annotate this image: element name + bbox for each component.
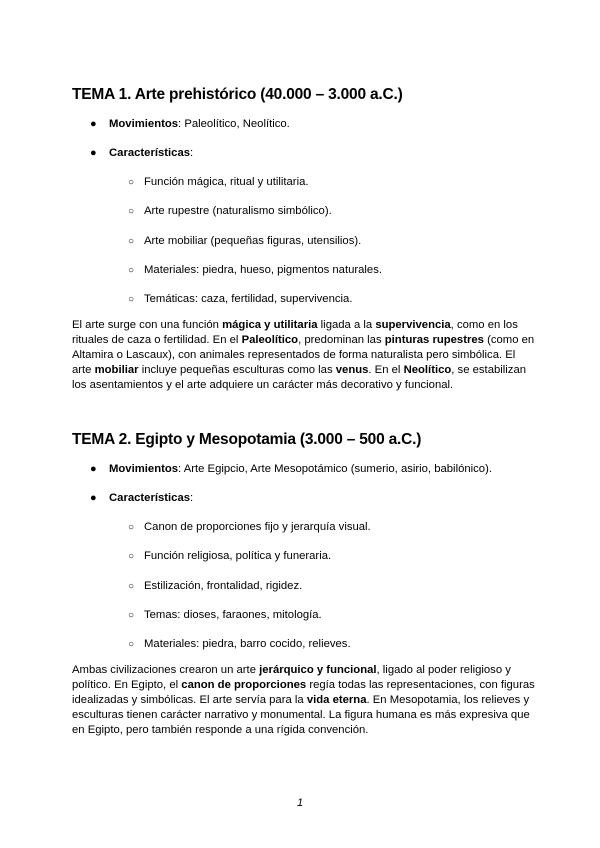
list-item-caracteristicas: ● Características: (90, 492, 194, 504)
list-item-caracteristicas: ● Características: (90, 147, 194, 159)
label-movimientos: Movimientos (109, 118, 179, 130)
section-paragraph: Ambas civilizaciones crearon un arte jerárquico y funcional, ligado al poder religioso y político. En Egipto, el canon de proporciones regía todas las representaciones, con figuras idealizadas y simbólicas. El arte servía para la vida eterna. En Mesopotamia, los relieves y esculturas tienen carácter narrativo y monumental. La figura humana es más expresiva que en Egipto, pero también responde a una rígida convención. (72, 664, 535, 737)
circle-bullet-icon: ○ (128, 236, 135, 247)
list-item-movimientos: ● Movimientos: Paleolítico, Neolítico. (90, 118, 290, 130)
section-heading: TEMA 1. Arte prehistórico (40.000 – 3.000 a.C.) (72, 86, 403, 103)
label-caracteristicas: Características (109, 147, 191, 159)
list-item-movimientos: ● Movimientos: Arte Egipcio, Arte Mesopotámico (sumerio, asirio, babilónico). (90, 463, 492, 475)
sub-list-item: ○ Función religiosa, política y funeraria. (128, 550, 332, 562)
circle-bullet-icon: ○ (128, 610, 135, 621)
circle-bullet-icon: ○ (128, 551, 135, 562)
sub-list-item: ○ Materiales: piedra, barro cocido, relieves. (128, 638, 351, 650)
circle-bullet-icon: ○ (128, 177, 135, 188)
section-heading: TEMA 2. Egipto y Mesopotamia (3.000 – 500 a.C.) (72, 431, 422, 448)
sub-list-item: ○ Materiales: piedra, hueso, pigmentos naturales. (128, 264, 382, 276)
circle-bullet-icon: ○ (128, 522, 135, 533)
label-caracteristicas: Características (109, 492, 191, 504)
section-paragraph: El arte surge con una función mágica y utilitaria ligada a la supervivencia, como en los rituales de caza o fertilidad. En el Paleolítico, predominan las pinturas rupestres (como en Altamira o Lascaux), con animales representados de forma naturalista pero simbólica. El arte mobiliar incluye pequeñas esculturas como las venus. En el Neolítico, se estabilizan los asentamientos y el arte adquiere un carácter más decorativo y funcional. (72, 319, 535, 392)
sub-list-item: ○ Canon de proporciones fijo y jerarquía visual. (128, 521, 371, 533)
sub-list-item: ○ Estilización, frontalidad, rigidez. (128, 580, 303, 592)
circle-bullet-icon: ○ (128, 265, 135, 276)
sub-list-item: ○ Temáticas: caza, fertilidad, supervivencia. (128, 293, 353, 305)
label-movimientos: Movimientos (109, 463, 179, 475)
sub-list-item: ○ Arte rupestre (naturalismo simbólico). (128, 205, 332, 217)
circle-bullet-icon: ○ (128, 206, 135, 217)
circle-bullet-icon: ○ (128, 581, 135, 592)
circle-bullet-icon: ○ (128, 639, 135, 650)
page-number: 1 (296, 797, 304, 809)
bullet-icon: ● (90, 118, 97, 130)
circle-bullet-icon: ○ (128, 294, 135, 305)
sub-list-item: ○ Arte mobiliar (pequeñas figuras, utensilios). (128, 235, 362, 247)
bullet-icon: ● (90, 147, 97, 159)
sub-list-item: ○ Función mágica, ritual y utilitaria. (128, 176, 309, 188)
bullet-icon: ● (90, 492, 97, 504)
sub-list-item: ○ Temas: dioses, faraones, mitología. (128, 609, 322, 621)
bullet-icon: ● (90, 463, 97, 475)
